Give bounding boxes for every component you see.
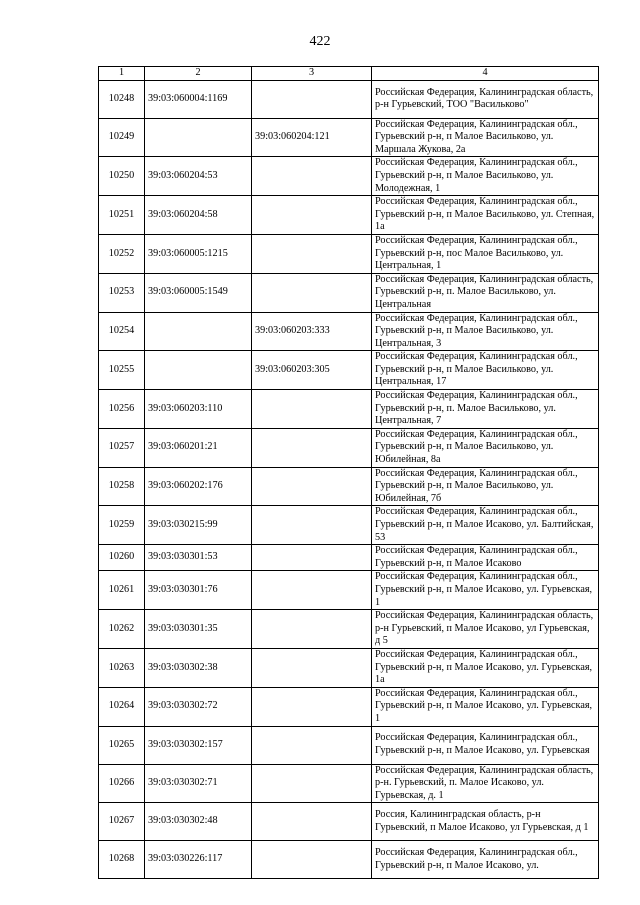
row-number-cell: 10253	[99, 273, 145, 312]
address-cell: Российская Федерация, Калининградская обл., Гурьевский р-н, п Малое Васильково, ул. Юбилейная, 7б	[372, 467, 599, 506]
table-row	[99, 118, 599, 157]
address-cell: Российская Федерация, Калининградская обл., Гурьевский р-н, п Малое Васильково, ул. Центральная, 3	[372, 312, 599, 351]
address-cell: Российская Федерация, Калининградская обл., Гурьевский р-н, п Малое Васильково, ул. Юбилейная, 8а	[372, 428, 599, 467]
table-row	[99, 841, 599, 879]
table-row	[99, 648, 599, 687]
previous-number-cell	[252, 80, 372, 118]
cadastral-number-cell: 39:03:030215:99	[145, 506, 252, 545]
address-cell: Российская Федерация, Калининградская обл., Гурьевский р-н, пос Малое Васильково, ул. Центральная, 1	[372, 234, 599, 273]
table-row	[99, 803, 599, 841]
column-header: 2	[145, 67, 252, 81]
address-cell: Российская Федерация, Калининградская обл., Гурьевский р-н, п Малое Васильково, ул. Маршала Жукова, 2а	[372, 118, 599, 157]
page-number: 422	[309, 34, 331, 49]
cadastral-number-cell: 39:03:060005:1215	[145, 234, 252, 273]
previous-number-cell	[252, 234, 372, 273]
address-cell: Российская Федерация, Калининградская область, Гурьевский р-н, п. Малое Васильково, ул. Центральная	[372, 273, 599, 312]
previous-number-cell	[252, 841, 372, 879]
address-cell: Российская Федерация, Калининградская обл., Гурьевский р-н, п Малое Исаково, ул. Балтийская, 53	[372, 506, 599, 545]
row-number-cell: 10266	[99, 764, 145, 803]
row-number-cell: 10251	[99, 196, 145, 235]
table-row	[99, 428, 599, 467]
previous-number-cell	[252, 687, 372, 726]
row-number-cell: 10258	[99, 467, 145, 506]
row-number-cell: 10260	[99, 545, 145, 571]
column-header: 3	[252, 67, 372, 81]
table-row	[99, 80, 599, 118]
address-cell: Российская Федерация, Калининградская область, р-н Гурьевский, ТОО "Васильково"	[372, 80, 599, 118]
row-number-cell: 10248	[99, 80, 145, 118]
previous-number-cell	[252, 273, 372, 312]
row-number-cell: 10267	[99, 803, 145, 841]
row-number-cell: 10262	[99, 610, 145, 649]
address-cell: Российская Федерация, Калининградская обл., Гурьевский р-н, п Малое Исаково, ул. Гурьевская, 1а	[372, 648, 599, 687]
previous-number-cell	[252, 610, 372, 649]
table-row	[99, 467, 599, 506]
cadastral-number-cell: 39:03:060005:1549	[145, 273, 252, 312]
address-cell: Российская Федерация, Калининградская область, р-н. Гурьевский, п. Малое Исаково, ул. Гурьевская, д. 1	[372, 764, 599, 803]
cadastral-number-cell: 39:03:060204:58	[145, 196, 252, 235]
previous-number-cell	[252, 803, 372, 841]
table-row	[99, 726, 599, 764]
previous-number-cell	[252, 545, 372, 571]
address-cell: Россия, Калининградская область, р-н Гурьевский, п Малое Исаково, ул Гурьевская, д 1	[372, 803, 599, 841]
table-row	[99, 312, 599, 351]
address-cell: Российская Федерация, Калининградская обл., Гурьевский р-н, п Малое Исаково	[372, 545, 599, 571]
table-row	[99, 351, 599, 390]
table-row	[99, 610, 599, 649]
previous-number-cell	[252, 571, 372, 610]
row-number-cell: 10259	[99, 506, 145, 545]
cadastral-number-cell: 39:03:030302:157	[145, 726, 252, 764]
address-cell: Российская Федерация, Калининградская обл., Гурьевский р-н, п Малое Исаково, ул. Гурьевская, 1	[372, 687, 599, 726]
cadastral-number-cell: 39:03:030302:38	[145, 648, 252, 687]
row-number-cell: 10265	[99, 726, 145, 764]
row-number-cell: 10254	[99, 312, 145, 351]
cadastral-number-cell: 39:03:060004:1169	[145, 80, 252, 118]
cadastral-number-cell: 39:03:060201:21	[145, 428, 252, 467]
previous-number-cell	[252, 196, 372, 235]
row-number-cell: 10261	[99, 571, 145, 610]
row-number-cell: 10249	[99, 118, 145, 157]
address-cell: Российская Федерация, Калининградская область, р-н Гурьевский, п Малое Исаково, ул Гурьевская, д 5	[372, 610, 599, 649]
cadastral-number-cell: 39:03:030301:35	[145, 610, 252, 649]
previous-number-cell	[252, 390, 372, 429]
cadastral-number-cell: 39:03:060203:110	[145, 390, 252, 429]
previous-number-cell: 39:03:060204:121	[252, 118, 372, 157]
previous-number-cell	[252, 506, 372, 545]
cadastral-number-cell: 39:03:030226:117	[145, 841, 252, 879]
previous-number-cell	[252, 428, 372, 467]
cadastral-number-cell: 39:03:030301:76	[145, 571, 252, 610]
table-row	[99, 273, 599, 312]
column-header: 4	[372, 67, 599, 81]
address-cell: Российская Федерация, Калининградская обл., Гурьевский р-н, п. Малое Васильково, ул. Центральная, 7	[372, 390, 599, 429]
address-cell: Российская Федерация, Калининградская обл., Гурьевский р-н, п Малое Исаково, ул. Гурьевская	[372, 726, 599, 764]
row-number-cell: 10252	[99, 234, 145, 273]
table-row	[99, 545, 599, 571]
table-body	[99, 80, 599, 879]
cadastral-number-cell: 39:03:060202:176	[145, 467, 252, 506]
table-row	[99, 157, 599, 196]
row-number-cell: 10255	[99, 351, 145, 390]
previous-number-cell	[252, 157, 372, 196]
table-header-row	[99, 67, 599, 81]
table-row	[99, 764, 599, 803]
cadastral-number-cell: 39:03:060204:53	[145, 157, 252, 196]
cadastral-number-cell: 39:03:030302:48	[145, 803, 252, 841]
previous-number-cell	[252, 764, 372, 803]
row-number-cell: 10263	[99, 648, 145, 687]
cadastral-number-cell	[145, 351, 252, 390]
address-cell: Российская Федерация, Калининградская обл., Гурьевский р-н, п Малое Исаково, ул. Гурьевская, 1	[372, 571, 599, 610]
table-row	[99, 687, 599, 726]
cadastral-number-cell	[145, 118, 252, 157]
cadastral-number-cell: 39:03:030302:71	[145, 764, 252, 803]
row-number-cell: 10256	[99, 390, 145, 429]
table-row	[99, 196, 599, 235]
table-row	[99, 234, 599, 273]
previous-number-cell: 39:03:060203:305	[252, 351, 372, 390]
column-header: 1	[99, 67, 145, 81]
address-cell: Российская Федерация, Калининградская обл., Гурьевский р-н, п Малое Исаково, ул.	[372, 841, 599, 879]
row-number-cell: 10257	[99, 428, 145, 467]
row-number-cell: 10264	[99, 687, 145, 726]
previous-number-cell	[252, 467, 372, 506]
table-row	[99, 571, 599, 610]
table-row	[99, 506, 599, 545]
row-number-cell: 10268	[99, 841, 145, 879]
previous-number-cell	[252, 726, 372, 764]
row-number-cell: 10250	[99, 157, 145, 196]
table-row	[99, 390, 599, 429]
cadastral-number-cell	[145, 312, 252, 351]
registry-table	[98, 66, 599, 879]
address-cell: Российская Федерация, Калининградская обл., Гурьевский р-н, п Малое Васильково, ул. Центральная, 17	[372, 351, 599, 390]
previous-number-cell	[252, 648, 372, 687]
address-cell: Российская Федерация, Калининградская обл., Гурьевский р-н, п Малое Васильково, ул. Молодежная, 1	[372, 157, 599, 196]
cadastral-number-cell: 39:03:030301:53	[145, 545, 252, 571]
address-cell: Российская Федерация, Калининградская обл., Гурьевский р-н, п Малое Васильково, ул. Степная, 1а	[372, 196, 599, 235]
previous-number-cell: 39:03:060203:333	[252, 312, 372, 351]
cadastral-number-cell: 39:03:030302:72	[145, 687, 252, 726]
